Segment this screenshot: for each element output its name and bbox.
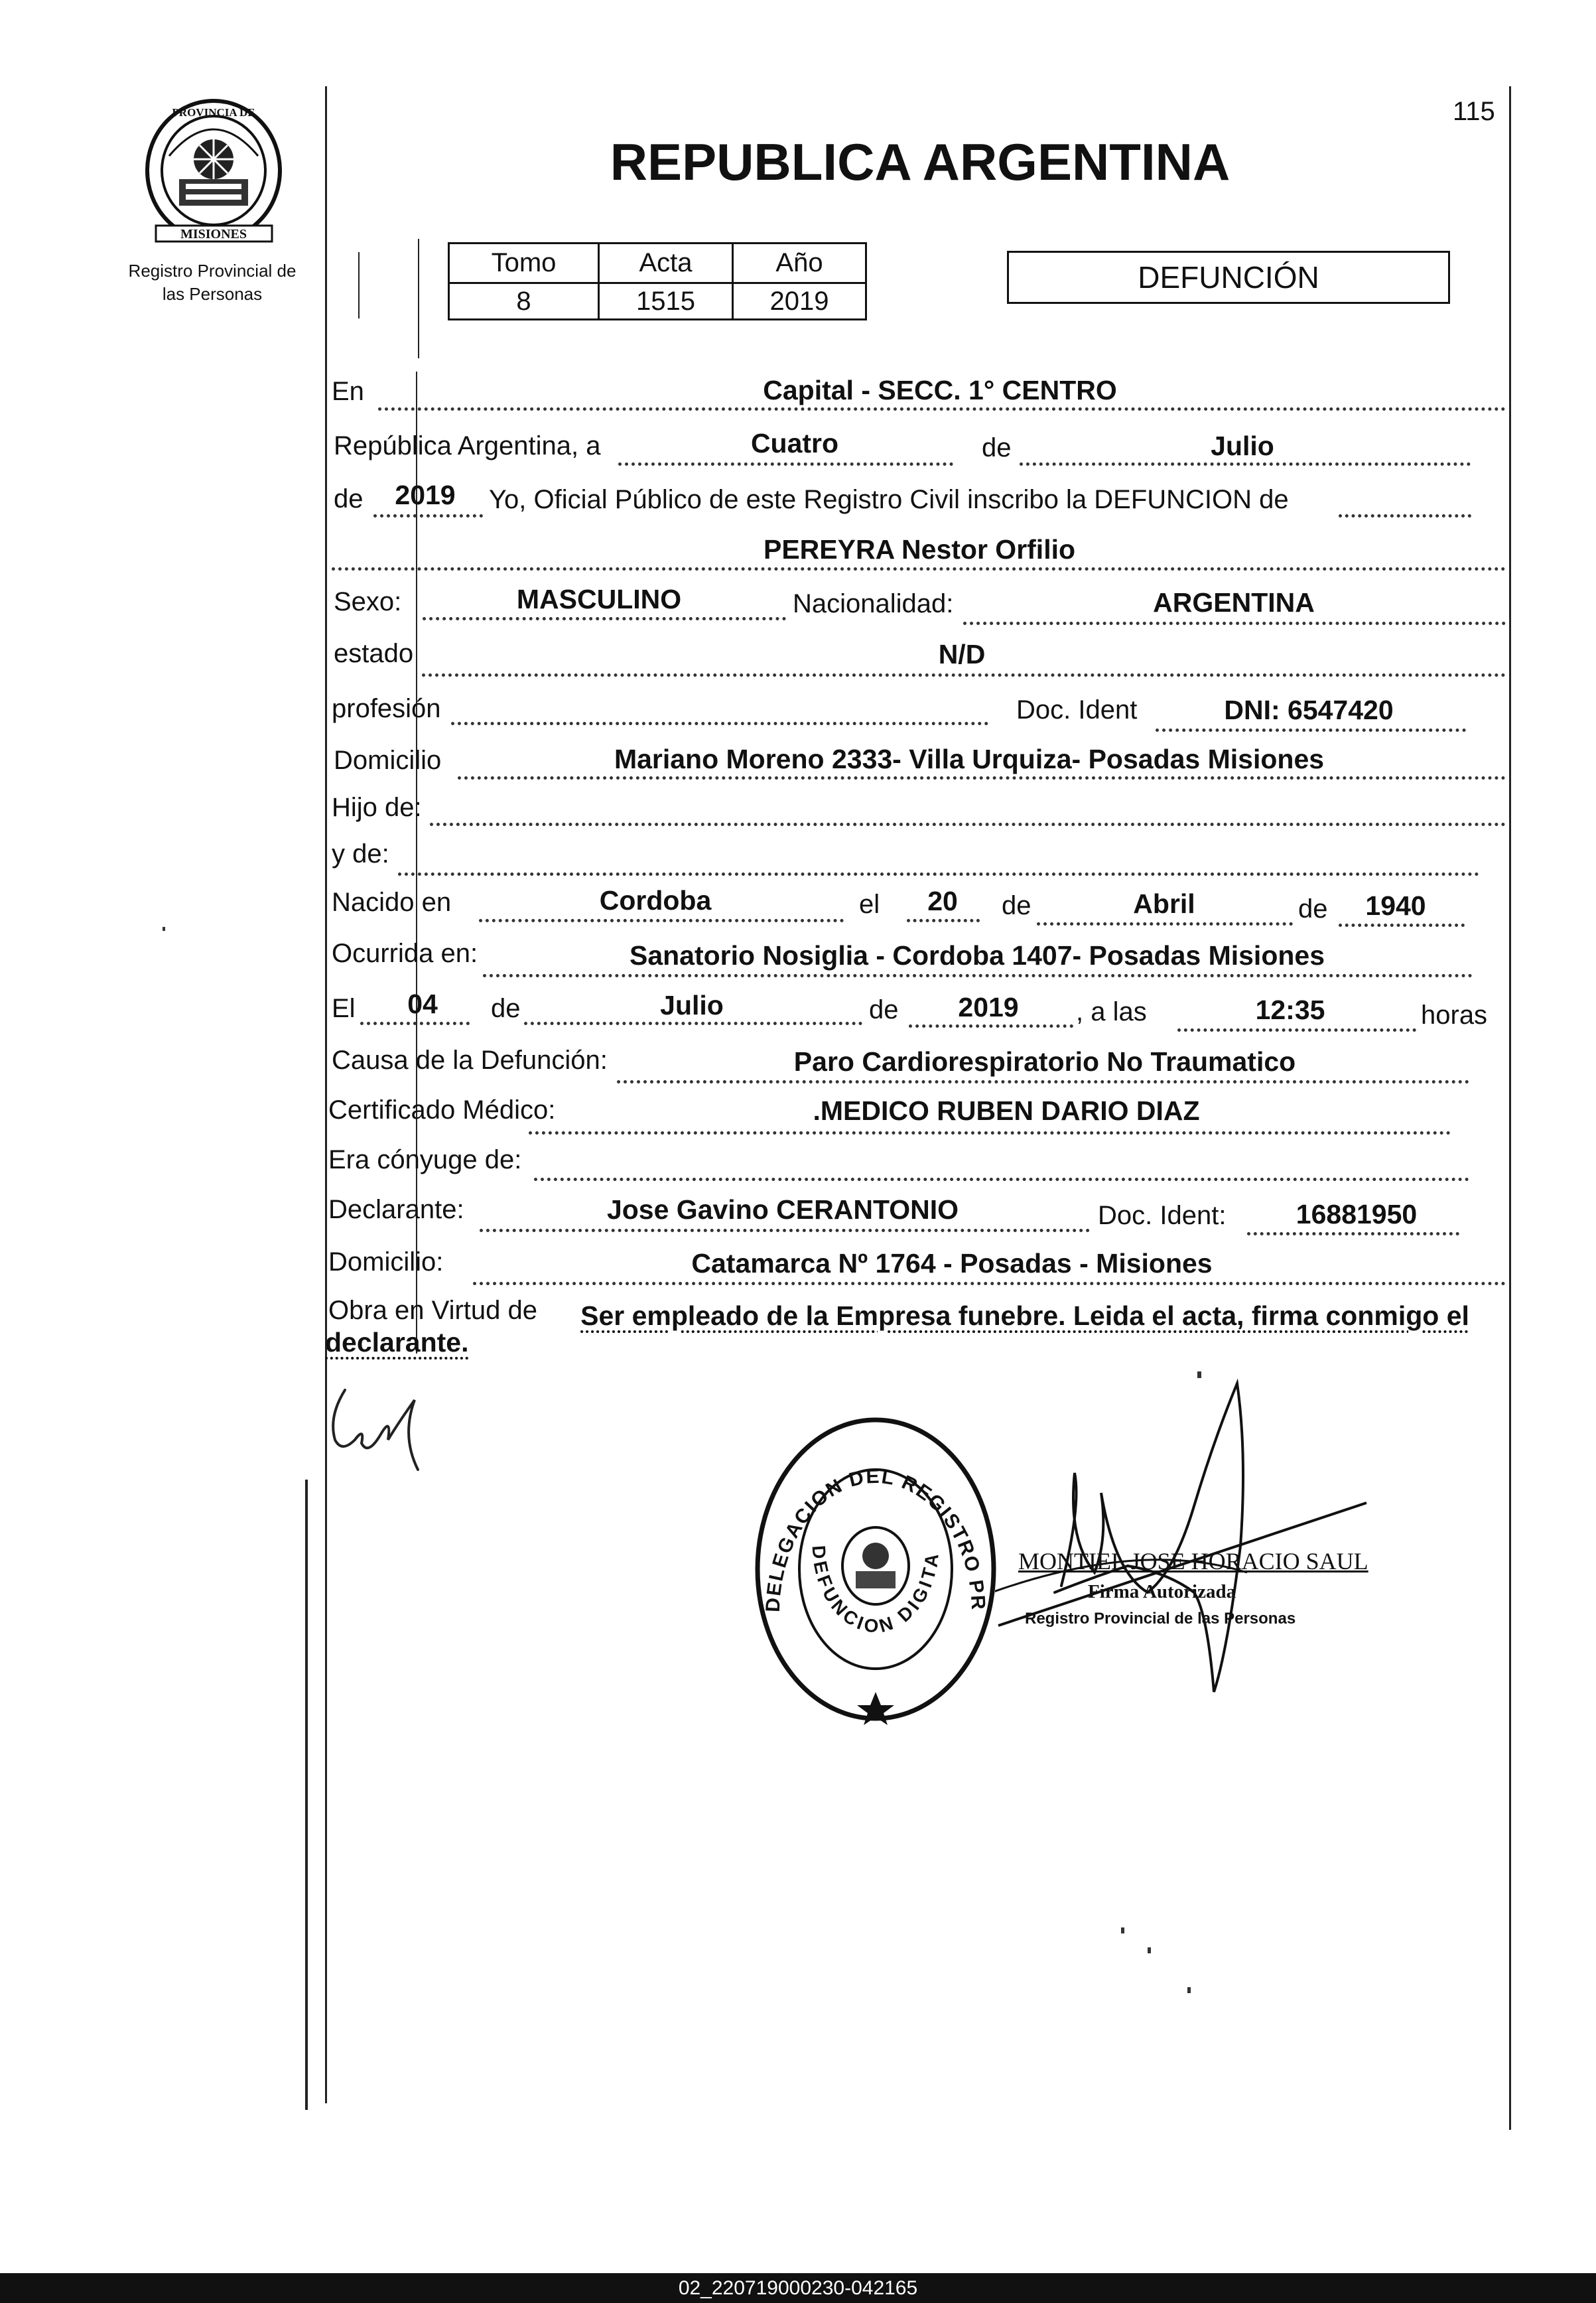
- dotline-doc-ident: [1156, 729, 1466, 732]
- table-header-acta: Acta: [599, 244, 733, 283]
- page-title: REPUBLICA ARGENTINA: [610, 133, 1230, 191]
- value-certificado: .MEDICO RUBEN DARIO DIAZ: [813, 1095, 1200, 1126]
- label-de-5: de: [491, 994, 521, 1023]
- label-certificado: Certificado Médico:: [328, 1095, 556, 1125]
- label-a-las: , a las: [1076, 997, 1147, 1026]
- table-header-anio: Año: [733, 244, 866, 283]
- label-causa: Causa de la Defunción:: [332, 1046, 608, 1075]
- record-type: DEFUNCIÓN: [1138, 260, 1319, 295]
- signatory-office: Registro Provincial de las Personas: [1025, 1610, 1296, 1628]
- table-value-acta: 1515: [599, 283, 733, 320]
- value-nacionalidad: ARGENTINA: [1153, 587, 1315, 618]
- value-def-hora: 12:35: [1255, 995, 1325, 1025]
- label-de-2: de: [334, 484, 364, 514]
- dotline-nacido-dia: [907, 919, 980, 922]
- dotline-nacionalidad: [963, 622, 1506, 625]
- value-def-mes: Julio: [660, 990, 724, 1020]
- dotline-conyuge: [534, 1178, 1469, 1181]
- dotline-dia: [618, 462, 953, 466]
- value-sexo: MASCULINO: [516, 584, 682, 614]
- dotline-yo-oficial: [1339, 514, 1471, 518]
- label-horas: horas: [1421, 1001, 1488, 1030]
- value-mes: Julio: [1211, 431, 1274, 461]
- scan-dash-line: [358, 252, 360, 318]
- label-declarante: Declarante:: [328, 1195, 464, 1224]
- dotline-profesion: [451, 722, 988, 725]
- left-margin-line: [325, 86, 327, 2103]
- label-el: el: [859, 890, 880, 919]
- label-el-cap: El: [332, 994, 356, 1023]
- value-declarante-domicilio: Catamarca Nº 1764 - Posadas - Misiones: [691, 1248, 1213, 1279]
- dotline-fallecido: [332, 567, 1506, 571]
- dotline-def-mes: [524, 1022, 862, 1025]
- scan-speck-4: [1187, 1987, 1191, 1993]
- logo-bottom-text: MISIONES: [180, 227, 247, 242]
- dotline-declarante-domicilio: [473, 1282, 1506, 1285]
- registry-name-line2: las Personas: [162, 284, 263, 304]
- label-doc-ident: Doc. Ident: [1016, 695, 1138, 725]
- label-de-4: de: [1298, 894, 1328, 924]
- dotline-certificado: [529, 1131, 1451, 1135]
- seal-outer-text: DELEGACION DEL REGISTRO PR: [762, 1465, 990, 1613]
- value-nacido-dia: 20: [927, 886, 958, 916]
- book-table: [448, 242, 867, 320]
- scan-speck-2: [1121, 1927, 1124, 1933]
- dotline-y-de: [398, 872, 1479, 876]
- initials-signature: [318, 1377, 438, 1476]
- label-nacionalidad: Nacionalidad:: [793, 589, 954, 618]
- dotline-domicilio: [458, 776, 1506, 780]
- value-anio: 2019: [395, 480, 456, 510]
- label-sexo: Sexo:: [334, 587, 402, 616]
- value-obra-line1: Ser empleado de la Empresa funebre. Leida el acta, firma conmigo el: [580, 1300, 1469, 1331]
- label-de-6: de: [869, 995, 899, 1024]
- label-y-de: y de:: [332, 839, 389, 869]
- official-seal: [750, 1413, 1002, 1725]
- dotline-declarante: [480, 1229, 1090, 1232]
- value-obra-line2: declarante.: [325, 1327, 469, 1358]
- logo-top-text: PROVINCIA DE: [172, 106, 255, 119]
- scan-speck-3: [1148, 1947, 1151, 1953]
- dotline-nacido-lugar: [479, 919, 844, 922]
- scan-speck-5: [163, 927, 165, 931]
- page-number: 115: [1453, 97, 1495, 126]
- table-header-tomo: Tomo: [449, 244, 599, 283]
- value-declarante: Jose Gavino CERANTONIO: [606, 1194, 959, 1225]
- scan-dash-line-2: [418, 239, 419, 358]
- label-conyuge: Era cónyuge de:: [328, 1145, 522, 1174]
- label-domicilio: Domicilio: [334, 746, 442, 775]
- label-en: En: [332, 377, 364, 406]
- label-declarante-doc: Doc. Ident:: [1098, 1201, 1227, 1230]
- label-nacido-en: Nacido en: [332, 888, 452, 917]
- label-declarante-domicilio: Domicilio:: [328, 1247, 444, 1277]
- dotline-anio: [373, 514, 483, 518]
- dotline-lugar: [378, 407, 1506, 411]
- dotline-estado: [422, 673, 1506, 677]
- dotline-def-hora: [1177, 1028, 1416, 1032]
- label-de-3: de: [1002, 891, 1031, 920]
- dotline-hijo-de: [430, 823, 1506, 826]
- value-nacido-mes: Abril: [1133, 888, 1195, 919]
- table-value-anio: 2019: [733, 283, 866, 320]
- value-dia-letras: Cuatro: [750, 428, 839, 458]
- table-value-tomo: 8: [449, 283, 599, 320]
- official-signature: [995, 1373, 1393, 1705]
- label-de-1: de: [982, 433, 1012, 462]
- seal-inner-text: DEFUNCION DIGITA: [808, 1545, 943, 1637]
- value-domicilio: Mariano Moreno 2333- Villa Urquiza- Posadas Misiones: [614, 744, 1325, 774]
- label-obra: Obra en Virtud de: [328, 1296, 538, 1325]
- value-nacido-lugar: Cordoba: [599, 885, 712, 916]
- dotline-causa: [617, 1080, 1469, 1083]
- dotline-sexo: [423, 617, 786, 620]
- dotline-def-dia: [360, 1022, 470, 1025]
- dotline-ocurrida: [483, 974, 1473, 977]
- dotline-nacido-mes: [1037, 922, 1293, 926]
- registry-name-line1: Registro Provincial de: [128, 261, 297, 281]
- signatory-role: Firma Autorizada: [1088, 1581, 1236, 1602]
- label-yo-oficial: Yo, Oficial Público de este Registro Civil inscribo la DEFUNCION de: [489, 485, 1289, 514]
- barcode-text: 02_220719000230-042165: [678, 2276, 918, 2299]
- dotline-def-anio: [909, 1024, 1073, 1028]
- label-republica: República Argentina, a: [334, 431, 601, 460]
- signatory-name: MONTIEL JOSE HORACIO SAUL: [1018, 1548, 1368, 1574]
- value-def-anio: 2019: [958, 992, 1019, 1022]
- footer-bar: [0, 2273, 1596, 2303]
- value-doc-ident: DNI: 6547420: [1224, 695, 1394, 725]
- province-logo: [143, 96, 285, 245]
- dotline-mes: [1020, 462, 1471, 466]
- value-ocurrida: Sanatorio Nosiglia - Cordoba 1407- Posadas Misiones: [629, 940, 1325, 971]
- dotline-nacido-anio: [1339, 924, 1465, 927]
- value-declarante-doc: 16881950: [1296, 1199, 1418, 1229]
- label-hijo-de: Hijo de:: [332, 793, 422, 822]
- value-causa: Paro Cardiorespiratorio No Traumatico: [793, 1046, 1296, 1077]
- dotline-declarante-doc: [1247, 1232, 1459, 1235]
- label-ocurrida-en: Ocurrida en:: [332, 939, 478, 968]
- label-profesion: profesión: [332, 694, 441, 723]
- value-estado: N/D: [938, 639, 986, 669]
- value-nacido-anio: 1940: [1365, 890, 1426, 921]
- left-edge-line: [305, 1480, 308, 2110]
- record-type-box: [1007, 251, 1450, 304]
- value-def-dia: 04: [407, 989, 438, 1019]
- label-estado: estado: [334, 639, 414, 668]
- value-fallecido: PEREYRA Nestor Orfilio: [763, 534, 1076, 565]
- value-lugar: Capital - SECC. 1° CENTRO: [763, 375, 1117, 405]
- scan-speck: [1197, 1371, 1201, 1378]
- right-margin-line: [1509, 86, 1511, 2130]
